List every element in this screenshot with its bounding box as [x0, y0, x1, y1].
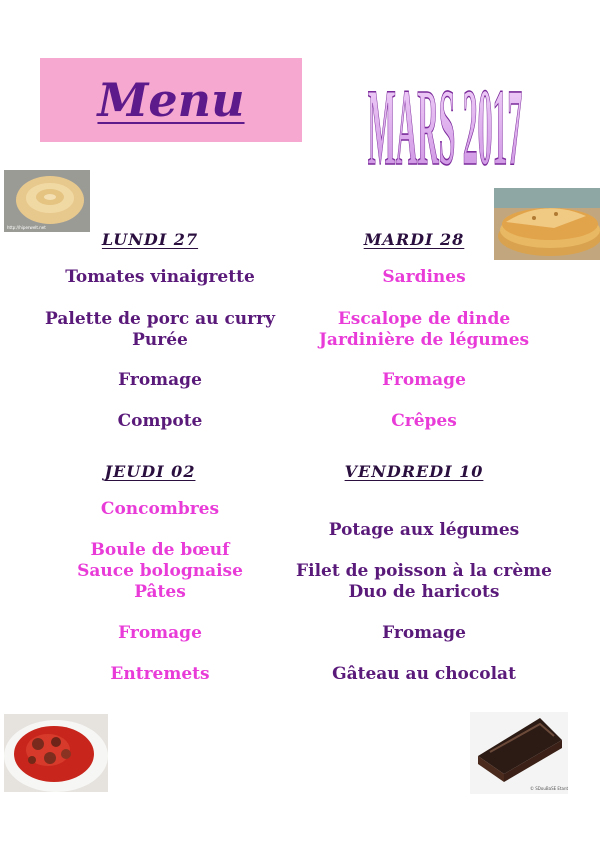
lundi-dessert: Compote — [117, 411, 203, 431]
mardi-dessert: Crêpes — [391, 411, 457, 431]
puree-photo — [4, 170, 90, 232]
jeudi-dessert: Entremets — [110, 664, 210, 684]
jeudi-fromage: Fromage — [118, 623, 202, 643]
vendredi-plat-line: Duo de haricots — [348, 582, 500, 602]
mardi-plat — [274, 309, 574, 351]
jeudi-plat-line: Pâtes — [134, 582, 186, 602]
vendredi-fromage: Fromage — [382, 623, 466, 643]
lundi-fromage: Fromage — [118, 370, 202, 390]
month-label: MARS 2017 — [367, 67, 523, 186]
jeudi-plat-line: Boule de bœuf — [90, 540, 230, 560]
lundi-plat-line: Palette de porc au curry — [45, 309, 275, 329]
mardi-plat-line: Jardinière de légumes — [318, 330, 530, 350]
lundi-plat-line: Purée — [132, 330, 188, 350]
jeudi-entree: Concombres — [100, 499, 220, 519]
mardi-entree: Sardines — [382, 267, 466, 287]
day-label-mardi: MARDI 28 — [363, 230, 465, 249]
day-label-lundi: LUNDI 27 — [101, 230, 199, 249]
lundi-entree: Tomates vinaigrette — [65, 267, 255, 287]
gateau-photo-caption: © SDouBaSE Etant — [530, 786, 568, 791]
lundi-plat — [10, 309, 310, 351]
puree-photo-caption: http://hiperwelt.net — [7, 225, 46, 230]
menu-title-box — [40, 58, 302, 142]
vendredi-dessert: Gâteau au chocolat — [332, 664, 516, 684]
vendredi-plat — [274, 561, 574, 603]
bolognaise-photo — [4, 714, 108, 792]
jeudi-plat — [10, 540, 310, 603]
chocolate-cake-photo — [470, 712, 568, 794]
day-label-vendredi: VENDREDI 10 — [344, 462, 484, 481]
vendredi-entree: Potage aux légumes — [328, 520, 520, 540]
jeudi-plat-line: Sauce bolognaise — [77, 561, 243, 581]
day-label-jeudi: JEUDI 02 — [104, 462, 196, 481]
menu-title: Menu — [97, 73, 245, 127]
mardi-plat-line: Escalope de dinde — [337, 309, 511, 329]
month-wordart — [330, 56, 560, 186]
vendredi-plat-line: Filet de poisson à la crème — [296, 561, 552, 581]
crepes-photo — [494, 188, 600, 260]
mardi-fromage: Fromage — [382, 370, 466, 390]
